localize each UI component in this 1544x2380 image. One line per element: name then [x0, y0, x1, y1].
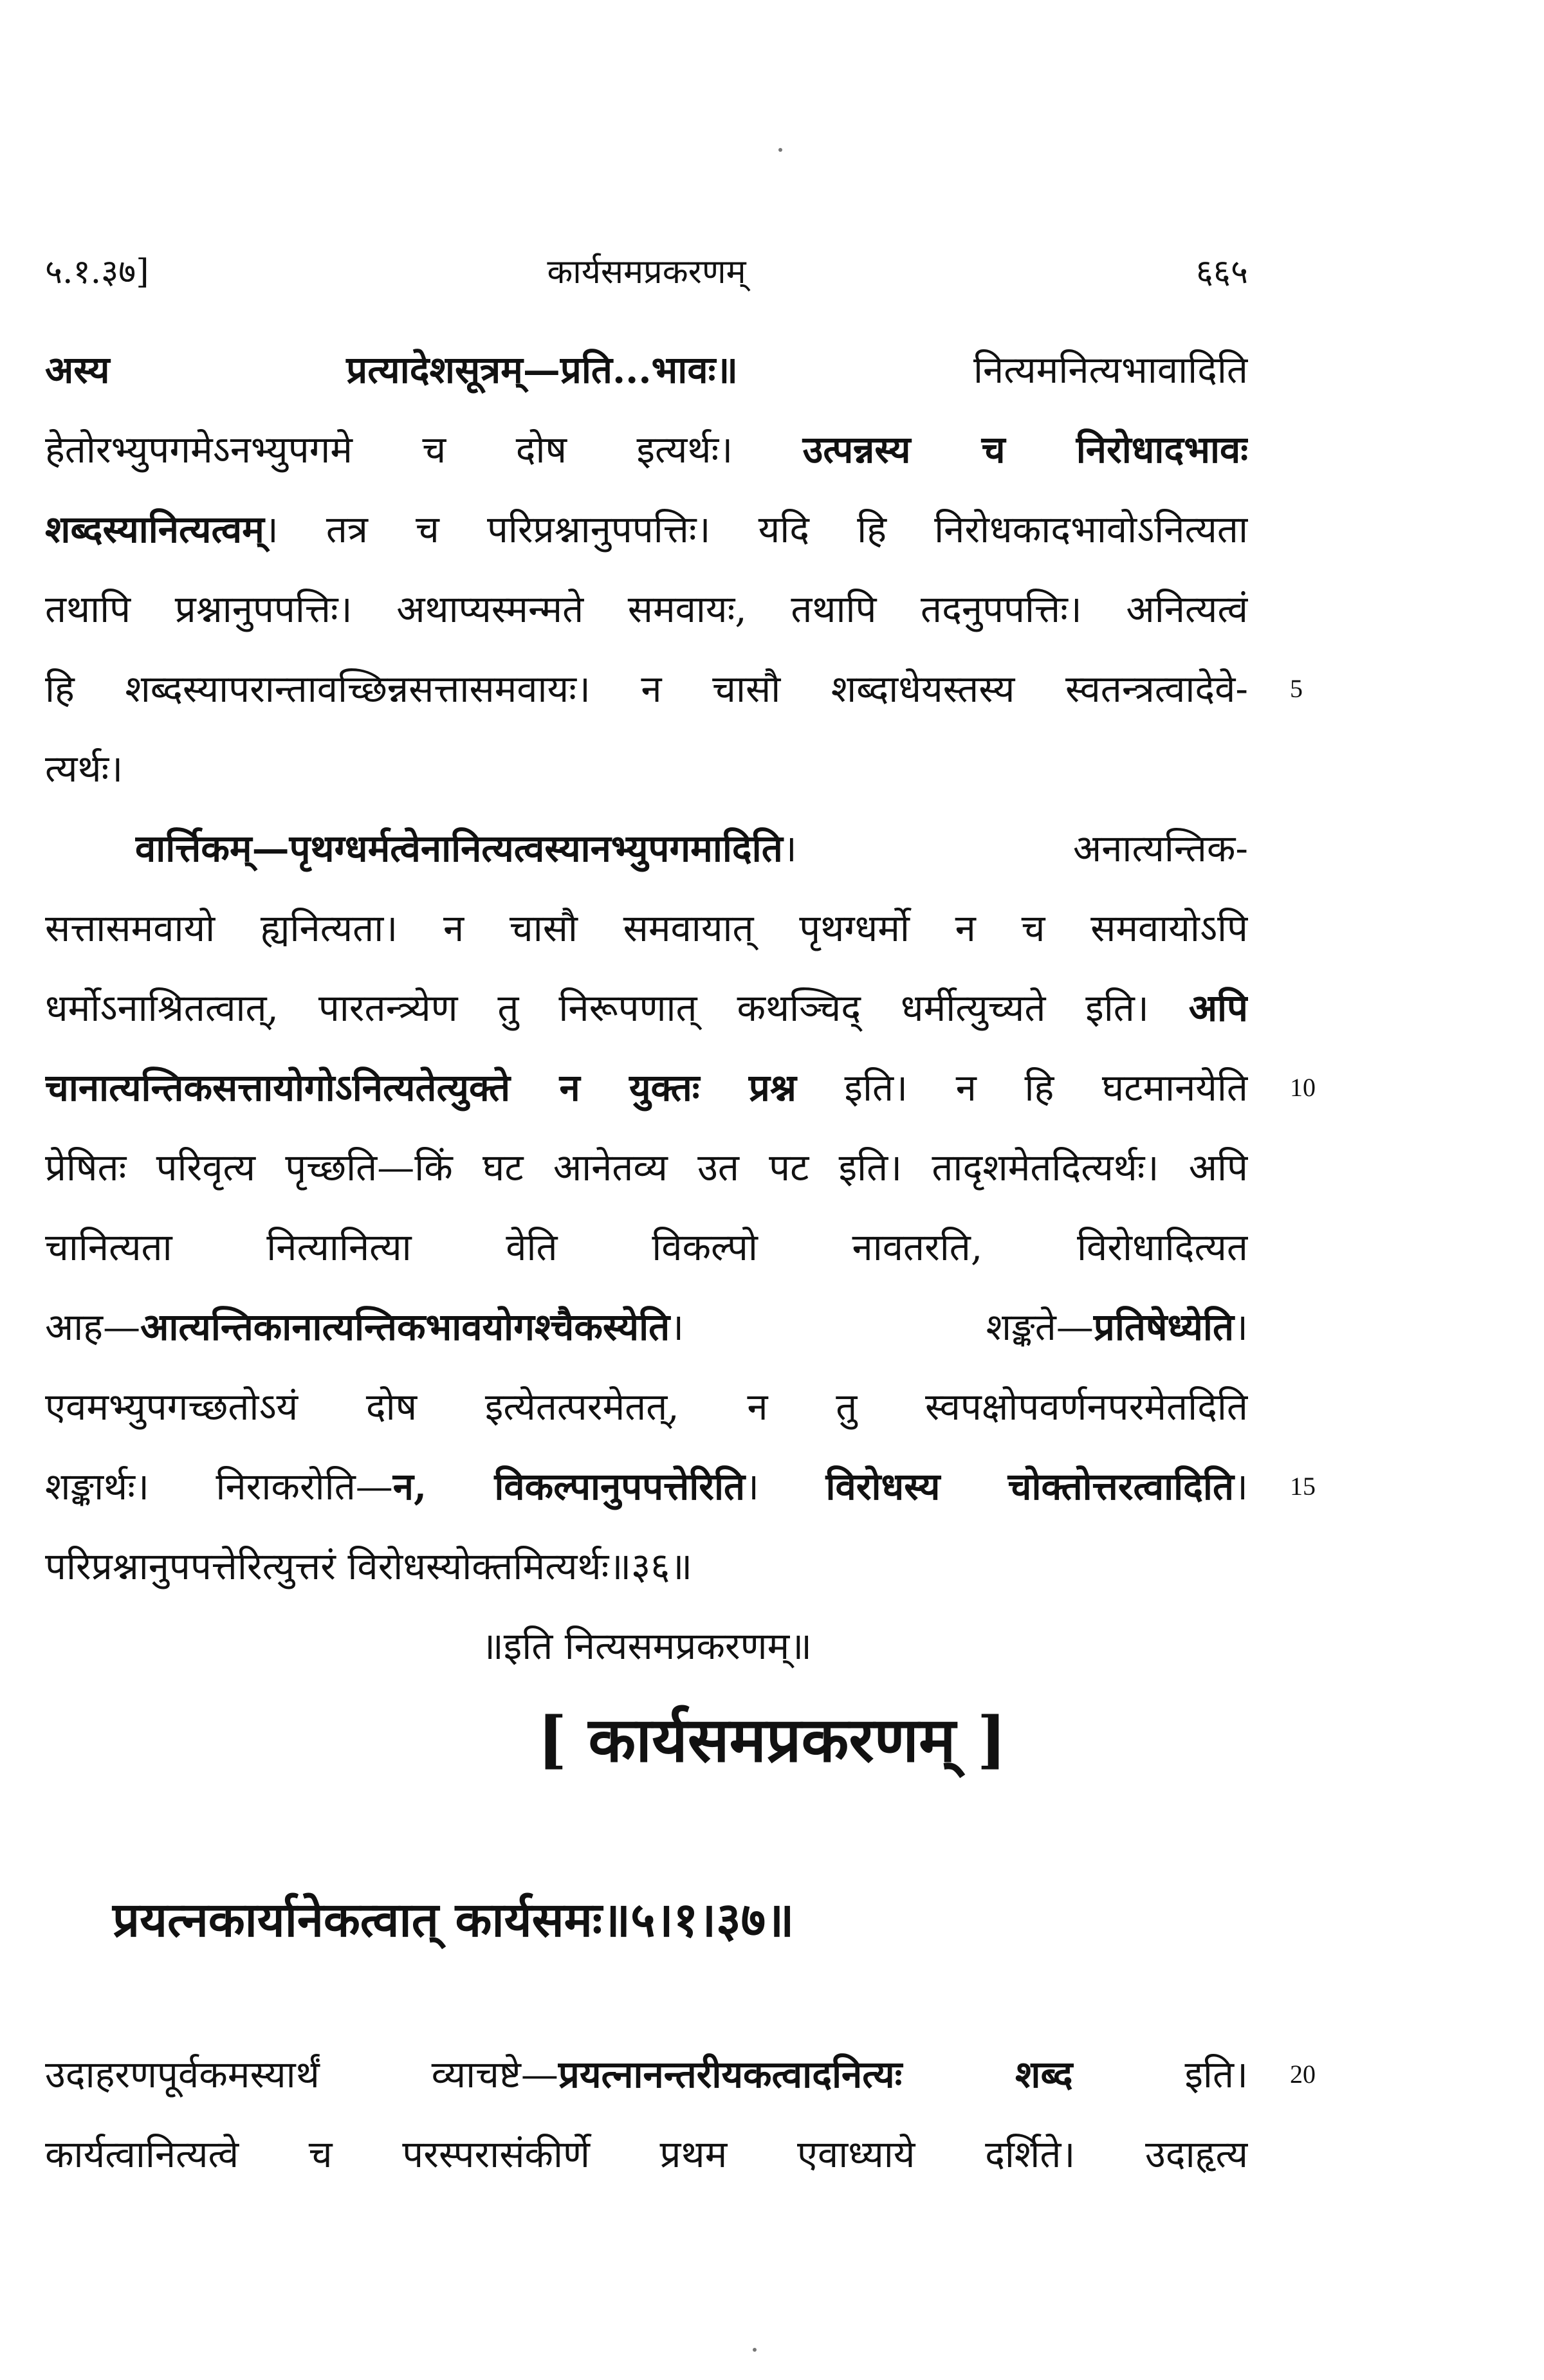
text-line: [135, 819, 1248, 877]
text-segment: ।: [1234, 1305, 1248, 1349]
text-line: [45, 2046, 1248, 2103]
text-line: [45, 1298, 1248, 1356]
text-segment: ।: [1234, 1465, 1248, 1508]
running-header: [45, 248, 1248, 299]
bold-segment: वार्त्तिकम्—पृथग्धर्मत्वेनानित्यत्वस्यानभ्युपगमादिति: [135, 827, 783, 870]
text-segment: । शङ्कते—: [670, 1305, 1094, 1349]
text-line: [45, 421, 1248, 479]
bold-segment: उत्पन्नस्य च निरोधादभावः: [802, 428, 1248, 471]
section-title: [ कार्यसमप्रकरणम् ]: [537, 1703, 1007, 1776]
text-segment: तथापि प्रश्नानुपपत्तिः। अथाप्यस्मन्मते समवायः, तथापि तदनुपपत्तिः। अनित्यत्वं: [45, 587, 1248, 631]
text-line: [45, 660, 1248, 718]
text-segment: ।: [745, 1465, 826, 1508]
text-segment: शङ्कार्थः। निराकरोति—: [45, 1465, 393, 1508]
bold-segment: विरोधस्य चोक्तोत्तरत्वादिति: [825, 1465, 1235, 1508]
text-segment: त्यर्थः।: [45, 747, 124, 791]
text-segment: नित्यमनित्यभावादिति: [738, 348, 1248, 392]
text-segment: एवमभ्युपगच्छतोऽयं दोष इत्येतत्परमेतत्, न तु स्वपक्षोपवर्णनपरमेतदिति: [45, 1385, 1248, 1429]
text-segment: सत्तासमवायो ह्यनित्यता। न चासौ समवायात् पृथग्धर्मो न च समवायोऽपि: [45, 906, 1248, 950]
header-chapter-title: कार्यसमप्रकरणम्: [547, 253, 746, 291]
bold-segment: अपि: [1188, 986, 1248, 1030]
text-line: [45, 1139, 1248, 1196]
text-line: [45, 580, 1248, 638]
line-number: 20: [1290, 2060, 1316, 2089]
text-segment: हेतोरभ्युपगमेऽनभ्युपगमे च दोष इत्यर्थः।: [45, 428, 803, 471]
scan-speck: [753, 2348, 757, 2352]
line-number: 5: [1290, 674, 1303, 703]
text-segment: इति। न हि घटमानयेति: [796, 1066, 1248, 1110]
text-line: [45, 1458, 1248, 1515]
text-segment: परिप्रश्नानुपपत्तेरित्युत्तरं विरोधस्योक्तमित्यर्थः॥३६॥: [45, 1544, 693, 1588]
bold-segment: न, विकल्पानुपपत्तेरिति: [392, 1465, 746, 1508]
scan-speck: [778, 148, 782, 152]
text-segment: चानित्यता नित्यानित्या वेति विकल्पो नावतरति, विरोधादित्यत: [45, 1225, 1248, 1269]
text-segment: इति।: [1072, 2053, 1248, 2096]
text-line: [45, 740, 1248, 798]
text-line: [45, 979, 1248, 1037]
text-segment: । अनात्यन्तिक-: [782, 827, 1248, 870]
text-line: [45, 341, 1248, 399]
header-page-number: ६६५: [1195, 253, 1248, 291]
text-segment: ॥इति नित्यसमप्रकरणम्॥: [481, 1624, 812, 1668]
sutra-line: प्रयत्नकार्यानेकत्वात् कार्यसमः॥५।१।३७॥: [113, 1892, 795, 1948]
bold-segment: प्रयत्नानन्तरीयकत्वादनित्यः शब्द: [558, 2053, 1073, 2096]
text-line: [45, 2125, 1248, 2183]
text-segment: धर्मोऽनाश्रितत्वात्, पारतन्त्र्येण तु निरूपणात् कथञ्चिद् धर्मीत्युच्यते इति।: [45, 986, 1189, 1030]
bold-segment: प्रतिषेध्येति: [1093, 1305, 1235, 1349]
text-segment: कार्यत्वानित्यत्वे च परस्परासंकीर्णे प्रथम एवाध्याये दर्शिते। उदाहृत्य: [45, 2132, 1248, 2176]
text-line: [45, 1378, 1248, 1436]
text-segment: उदाहरणपूर्वकमस्यार्थं व्याचष्टे—: [45, 2053, 558, 2096]
text-line: [45, 1059, 1248, 1117]
line-number: 10: [1290, 1073, 1316, 1102]
text-line: [45, 899, 1248, 957]
text-segment: आह—: [45, 1305, 141, 1349]
text-line: [45, 1218, 1248, 1276]
text-line: [45, 1617, 1248, 1675]
text-line: [45, 500, 1248, 558]
text-line: [45, 1537, 1248, 1595]
text-segment: हि शब्दस्यापरान्तावच्छिन्नसत्तासमवायः। न चासौ शब्दाधेयस्तस्य स्वतन्त्रत्वादेवे-: [45, 667, 1248, 711]
header-section-ref: ५.१.३७]: [45, 253, 149, 291]
bold-segment: चानात्यन्तिकसत्तायोगोऽनित्यतेत्युक्ते न युक्तः प्रश्न: [45, 1066, 796, 1110]
bold-segment: शब्दस्यानित्यत्वम्: [45, 508, 264, 551]
bold-segment: अस्य प्रत्यादेशसूत्रम्—प्रति...भावः॥: [45, 348, 739, 392]
line-number: 15: [1290, 1472, 1316, 1501]
bold-segment: आत्यन्तिकानात्यन्तिकभावयोगश्चैकस्येति: [140, 1305, 670, 1349]
text-segment: प्रेषितः परिवृत्य पृच्छति—किं घट आनेतव्य उत पट इति। तादृशमेतदित्यर्थः। अपि: [45, 1146, 1248, 1189]
text-segment: । तत्र च परिप्रश्नानुपपत्तिः। यदि हि निरोधकादभावोऽनित्यता: [264, 508, 1248, 551]
